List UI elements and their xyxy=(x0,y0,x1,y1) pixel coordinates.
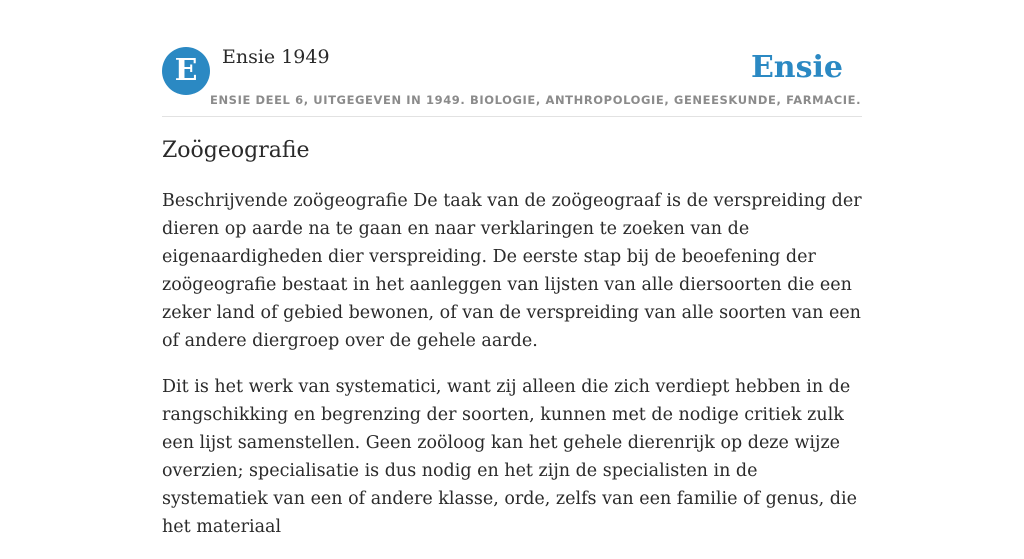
article xyxy=(162,138,868,559)
article-title: Zoögeografie xyxy=(162,138,310,163)
header xyxy=(162,0,862,117)
source-logo-icon[interactable]: E xyxy=(162,47,210,95)
article-paragraph: Dit is het werk van systematici, want zij alleen die zich verdiept hebben in de rangschikking en begrenzing der soorten, kunnen met de nodige critiek zulk een lijst samenstellen. Geen zoöloog kan het gehele dierenrijk op deze wijze overzien; specialisatie is dus nodig en het zijn de specialisten in de systematiek van een of andere klasse, orde, zelfs van een familie of genus, die het materiaal xyxy=(162,377,857,537)
source-title[interactable]: Ensie 1949 xyxy=(222,46,330,68)
source-subtitle: ENSIE DEEL 6, UITGEGEVEN IN 1949. BIOLOGIE, ANTHROPOLOGIE, GENEESKUNDE, FARMACIE. xyxy=(210,93,862,107)
article-paragraph: Beschrijvende zoögeografie De taak van de zoögeograaf is de verspreiding der dieren op aarde na te gaan en naar verklaringen te zoeken van de eigenaardigheden dier verspreiding. De eerste stap bij de beoefening der zoögeografie bestaat in het aanleggen van lijsten van alle diersoorten die een zeker land of gebied bewonen, of van de verspreiding van alle soorten van een of andere diergroep over de gehele aarde. xyxy=(162,191,862,351)
brand-logo[interactable]: Ensie xyxy=(750,50,843,85)
